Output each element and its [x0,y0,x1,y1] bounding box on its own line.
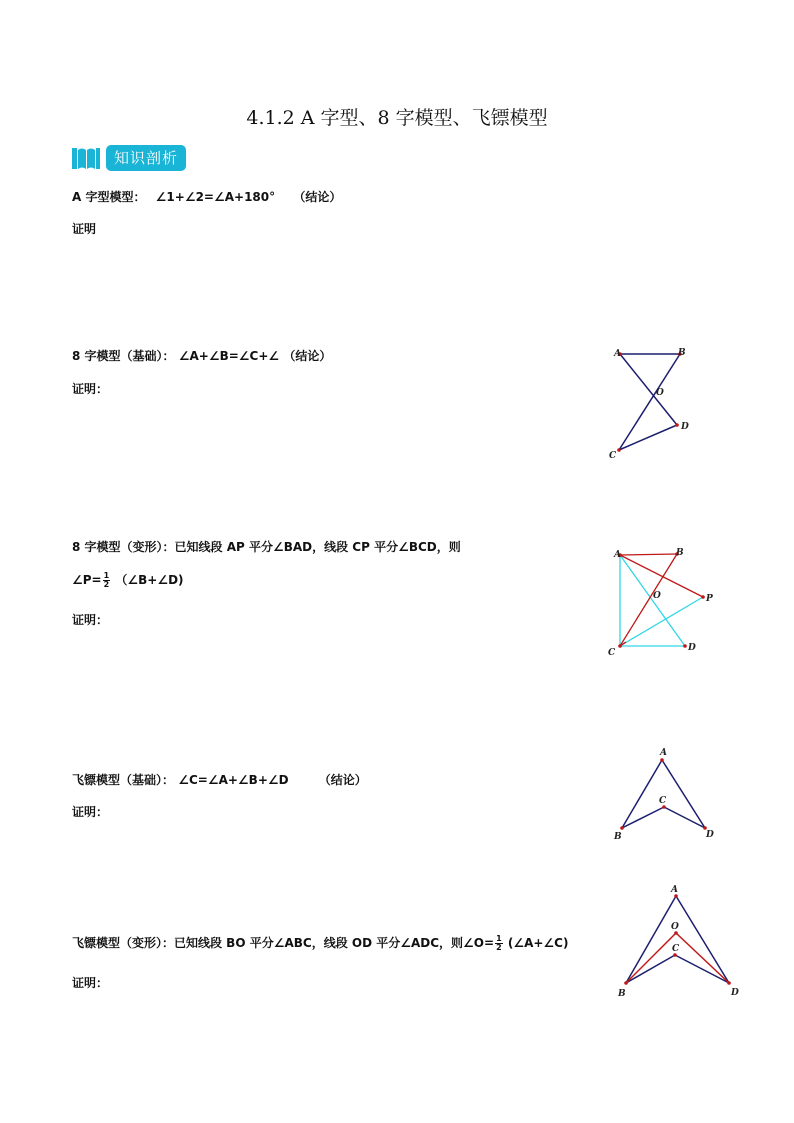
fig4-label: B [618,989,626,999]
page-title: 4.1.2 A 字型、8 字模型、飞镖模型 [246,107,548,129]
eight-variant-proof-label: 证明： [72,613,109,627]
figure-dart-basic [605,745,720,845]
fraction-one-half [495,935,503,952]
eight-variant-pre: ∠P= [72,573,102,587]
fig2-label: B [676,548,684,558]
eight-basic-label: 8 字模型（基础）： [72,349,175,363]
fig2-label: A [614,550,621,560]
fig4-label: A [671,885,678,895]
fig3-label: D [706,830,714,840]
a-model-statement [72,188,341,205]
fig2-label: C [608,648,616,658]
fig1-label: A [614,349,621,359]
eight-basic-note: （结论） [283,349,332,363]
fig1-label: O [656,388,664,398]
dart-basic-label: 飞镖模型（基础）： [72,773,175,787]
fig1-label: B [678,348,686,358]
book-icon [72,145,100,171]
section-badge [72,143,186,173]
frac-num: 1 [103,571,110,580]
eight-variant-line2 [72,571,184,589]
fig3-label: B [614,832,622,842]
fig1-label: C [609,451,617,461]
fig4-label: D [731,988,739,998]
dart-basic-proof-label: 证明： [72,805,109,819]
dart-basic-note: （结论） [318,773,367,787]
a-model-label: A 字型模型： [72,190,146,204]
fig2-label: D [688,643,696,653]
frac-den: 2 [496,943,502,952]
fig3-label: A [660,748,667,758]
frac-den: 2 [103,580,110,589]
fig2-label: P [706,594,713,604]
fig3-label: C [659,796,667,806]
dart-variant-proof-label: 证明： [72,976,109,990]
fig2-label: O [653,591,661,601]
dart-basic-formula: ∠C=∠A+∠B+∠D [178,773,289,787]
a-model-proof-label: 证明 [72,222,97,236]
a-model-formula: ∠1+∠2=∠A+180° [155,190,276,204]
figure-dart-variant [610,880,745,1000]
eight-basic-proof-label: 证明： [72,382,109,396]
fig4-label: C [672,944,680,954]
figure-eight-variant [600,540,725,660]
dart-variant-text: 飞镖模型（变形）：已知线段 BO 平分∠ABC，线段 OD 平分∠ADC，则∠O= [72,936,495,950]
dart-variant-statement [72,934,568,952]
fig4-label: O [671,922,679,932]
fig1-label: D [681,422,689,432]
eight-variant-line1: 8 字模型（变形）：已知线段 AP 平分∠BAD，线段 CP 平分∠BCD，则 [72,540,461,554]
frac-num: 1 [496,934,502,943]
eight-variant-post: （∠B+∠D) [115,573,184,587]
eight-basic-formula: ∠A+∠B=∠C+∠ [178,349,280,363]
a-model-note: （结论） [293,190,342,204]
fraction-one-half [103,572,111,589]
eight-basic-statement [72,347,331,364]
figure-eight-basic [600,340,710,465]
dart-variant-post: (∠A+∠C) [507,936,569,950]
badge-label: 知识剖析 [106,145,186,171]
dart-basic-statement [72,771,367,788]
